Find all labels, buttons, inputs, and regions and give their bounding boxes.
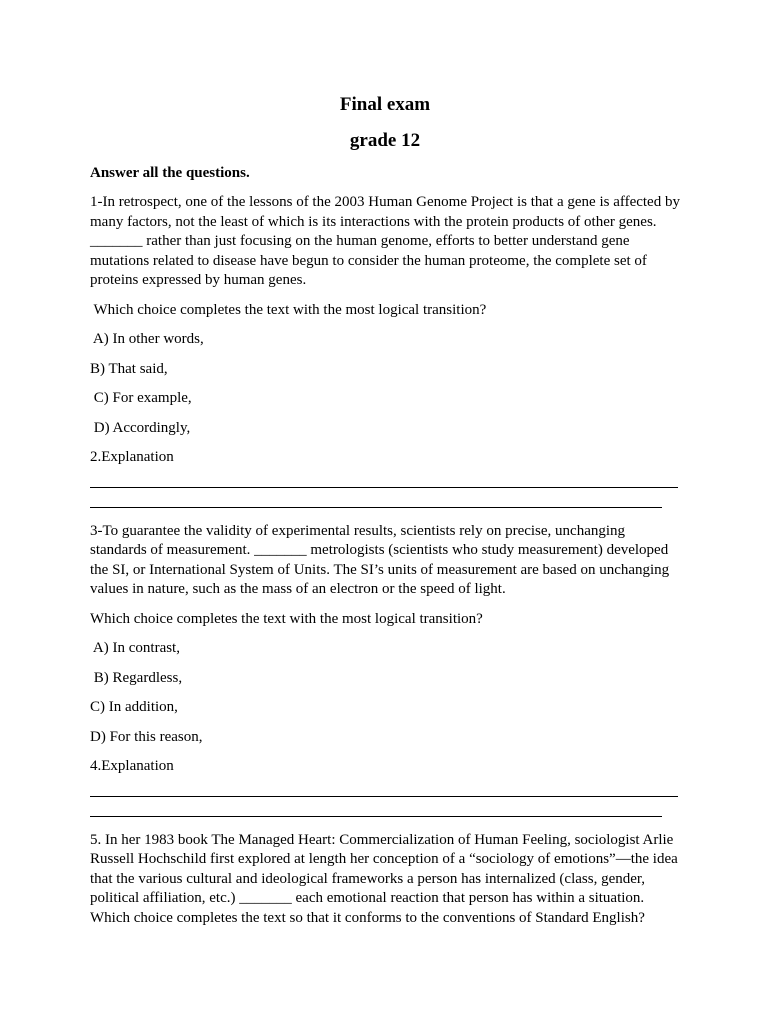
question-3-option-b: B) Regardless,: [90, 669, 183, 686]
question-1-prompt: Which choice completes the text with the most logical transition?: [90, 301, 487, 318]
answer-line: [90, 797, 662, 817]
question-3-option-a: A) In contrast,: [90, 640, 180, 656]
question-5-text: 5. In her 1983 book The Managed Heart: Commercialization of Human Feeling, sociologist Arlie Russell Hochschild first explored at length her conception of a “sociology of emotions”—the idea that the various cultural and ideological frameworks a person has internalized (class, gender, political affiliation, etc.) _______ each emotional reaction that person has within a situation. Which choice completes the text so that it conforms to the conventions of Standard English?: [90, 831, 678, 926]
answer-line: [90, 777, 678, 797]
question-1-text: 1-In retrospect, one of the lessons of the 2003 Human Genome Project is that a gene is affected by many factors, not the least of which is its interactions with the protein products of other genes. _______ rather than just focusing on the human genome, efforts to better understand gene mutations related to disease have begun to consider the human proteome, the complete set of proteins expressed by human genes.: [90, 194, 680, 288]
question-4-answer-lines: [90, 777, 680, 817]
question-2-label: 2.Explanation: [90, 449, 174, 465]
question-3-option-c: C) In addition,: [90, 699, 178, 715]
question-1-option-c: C) For example,: [90, 390, 192, 406]
answer-line: [90, 488, 662, 508]
instructions: Answer all the questions.: [90, 165, 250, 181]
page-subtitle: grade 12: [349, 130, 421, 151]
question-2-answer-lines: [90, 468, 680, 508]
question-1-option-d: D) Accordingly,: [90, 419, 191, 436]
question-4-label: 4.Explanation: [90, 758, 174, 774]
question-3-text: 3-To guarantee the validity of experimental results, scientists rely on precise, unchanging standards of measurement. _______ metrologists (scientists who study measurement) developed the SI, or International System of Units. The SI’s units of measurement are based on unchanging values in nature, such as the mass of an electron or the speed of light.: [90, 522, 670, 597]
question-3-prompt: Which choice completes the text with the most logical transition?: [90, 610, 483, 627]
answer-line: [90, 468, 678, 488]
page-title: Final exam: [339, 94, 431, 115]
question-3-option-d: D) For this reason,: [90, 728, 203, 745]
question-1-option-b: B) That said,: [90, 360, 168, 377]
question-1-option-a: A) In other words,: [90, 331, 204, 347]
